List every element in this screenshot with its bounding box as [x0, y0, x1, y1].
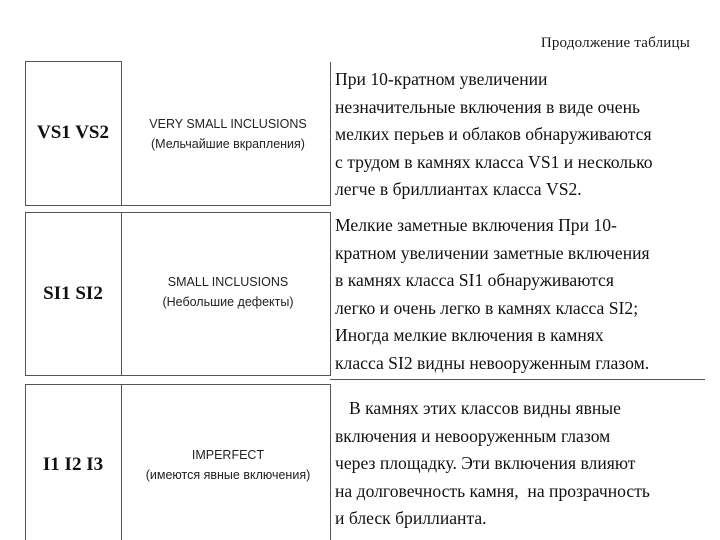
- description-line: легче в бриллиантах класса VS2.: [335, 179, 582, 199]
- clarity-name: [128, 272, 328, 312]
- clarity-code: SI1 SI2: [43, 283, 103, 304]
- clarity-name-en: SMALL INCLUSIONS: [167, 275, 289, 289]
- clarity-code: I1 I2 I3: [42, 454, 104, 475]
- description-line: включения и невооруженным глазом: [335, 425, 611, 446]
- description-line: Мелкие заметные включения При 10-: [335, 215, 617, 235]
- description-line: с трудом в камнях класса VS1 и несколько: [335, 151, 653, 172]
- clarity-name-ru: (имеются явные включения): [145, 468, 311, 482]
- clarity-description: [335, 395, 707, 533]
- clarity-description: [335, 212, 707, 377]
- description-line: в камнях класса SI1 обнаруживаются: [335, 270, 614, 290]
- clarity-name-en: IMPERFECT: [191, 448, 265, 462]
- clarity-name-ru: (Мельчайшие вкрапления): [151, 137, 305, 151]
- table-caption: Продолжение таблицы: [540, 35, 690, 51]
- description-line: и блеск бриллианта.: [335, 508, 487, 528]
- description-line: мелких перьев и облаков обнаруживаются: [335, 124, 652, 144]
- clarity-name-en: VERY SMALL INCLUSIONS: [149, 117, 307, 131]
- clarity-description: [335, 66, 707, 204]
- description-line: на долговечность камня, на прозрачность: [335, 480, 650, 501]
- description-line: кратном увеличении заметные включения: [335, 242, 650, 263]
- description-line: незначительные включения в виде очень: [335, 96, 641, 117]
- description-line: Иногда мелкие включения в камнях: [335, 325, 604, 345]
- clarity-code: VS1 VS2: [37, 122, 109, 143]
- clarity-name-ru: (Небольшие дефекты): [162, 295, 294, 309]
- description-line: класса SI2 видны невооруженным глазом.: [335, 352, 650, 373]
- clarity-name: [128, 114, 328, 154]
- clarity-name: [128, 445, 328, 485]
- description-line: В камнях этих классов видны явные: [349, 398, 621, 418]
- description-line: через площадку. Эти включения влияют: [335, 453, 636, 473]
- description-line: При 10-кратном увеличении: [335, 69, 548, 89]
- description-line: легко и очень легко в камнях класса SI2;: [335, 297, 639, 318]
